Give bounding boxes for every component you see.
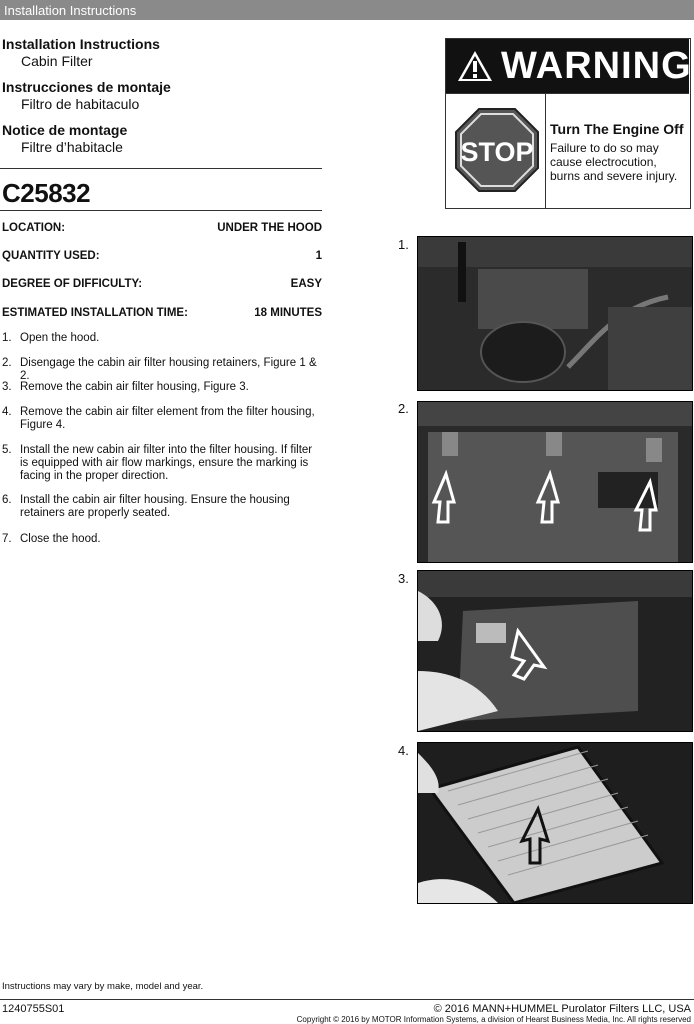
- step-text: Remove the cabin air filter housing, Figure 3.: [20, 381, 249, 393]
- heading-spanish: Instrucciones de montaje: [2, 79, 171, 95]
- figure-number: 3.: [398, 571, 409, 586]
- step-text: Install the cabin air filter housing. Ensure the housing retainers are properly seated.: [20, 494, 290, 519]
- part-number: C25832: [2, 178, 91, 208]
- step-number: 5.: [2, 444, 12, 456]
- warning-word: WARNING: [501, 45, 692, 87]
- step-number: 6.: [2, 494, 12, 506]
- step-text: Close the hood.: [20, 533, 101, 545]
- subheading-french: Filtre d’habitacle: [21, 139, 123, 155]
- warning-text: Failure to do so may cause electrocution, burns and severe injury.: [550, 141, 678, 183]
- warning-triangle-icon: [456, 49, 494, 83]
- subheading-spanish: Filtro de habitaculo: [21, 96, 140, 112]
- step-number: 7.: [2, 533, 12, 545]
- figure-2-photo: [417, 401, 693, 563]
- step-number: 2.: [2, 357, 12, 369]
- step-number: 1.: [2, 332, 12, 344]
- heading-english: Installation Instructions: [2, 36, 160, 52]
- step-text: Open the hood.: [20, 332, 100, 344]
- warning-box: [445, 38, 691, 209]
- step-text: Disengage the cabin air filter housing retainers, Figure 1 & 2.: [20, 357, 317, 382]
- spec-label: DEGREE OF DIFFICULTY:: [2, 278, 143, 290]
- divider: [0, 210, 322, 211]
- spec-quantity: [2, 250, 322, 262]
- divider: [545, 93, 546, 208]
- copyright-motor: Copyright © 2016 by MOTOR Information Systems, a division of Hearst Business Media, Inc. All rights reserved: [296, 1015, 691, 1024]
- spec-difficulty: [2, 278, 322, 290]
- top-bar: [0, 0, 694, 20]
- figure-number: 2.: [398, 401, 409, 416]
- copyright-mann-hummel: © 2016 MANN+HUMMEL Purolator Filters LLC, USA: [433, 1003, 691, 1015]
- spec-location: [2, 222, 322, 234]
- figure-number: 1.: [398, 237, 409, 252]
- figure-number: 4.: [398, 743, 409, 758]
- footer-note: Instructions may vary by make, model and year.: [2, 981, 204, 992]
- figure-1-photo: [417, 236, 693, 391]
- step-text: Install the new cabin air filter into the filter housing. If filter is equipped with air flow markings, ensure the marking is facing in the proper direction.: [20, 444, 313, 482]
- warning-title: Turn The Engine Off: [550, 121, 684, 137]
- document-code: 1240755S01: [2, 1003, 65, 1015]
- spec-value: 18 MINUTES: [254, 307, 322, 319]
- figure-3-photo: [417, 570, 693, 732]
- spec-time: [2, 307, 322, 319]
- top-bar-title: Installation Instructions: [4, 3, 137, 18]
- spec-value: EASY: [290, 278, 322, 290]
- warning-header: [446, 39, 692, 93]
- divider: [446, 93, 689, 94]
- spec-value: 1: [315, 250, 322, 262]
- step-number: 4.: [2, 406, 12, 418]
- divider: [0, 999, 694, 1000]
- figure-4-photo: [417, 742, 693, 904]
- step-text: Remove the cabin air filter element from the filter housing, Figure 4.: [20, 406, 315, 431]
- subheading-english: Cabin Filter: [21, 53, 93, 69]
- spec-label: LOCATION:: [2, 222, 66, 234]
- step-number: 3.: [2, 381, 12, 393]
- stop-sign-icon: [454, 107, 540, 193]
- spec-label: ESTIMATED INSTALLATION TIME:: [2, 307, 188, 319]
- divider: [0, 168, 322, 169]
- heading-french: Notice de montage: [2, 122, 128, 138]
- spec-value: UNDER THE HOOD: [217, 222, 322, 234]
- spec-label: QUANTITY USED:: [2, 250, 100, 262]
- stop-sign-text: STOP: [460, 137, 534, 167]
